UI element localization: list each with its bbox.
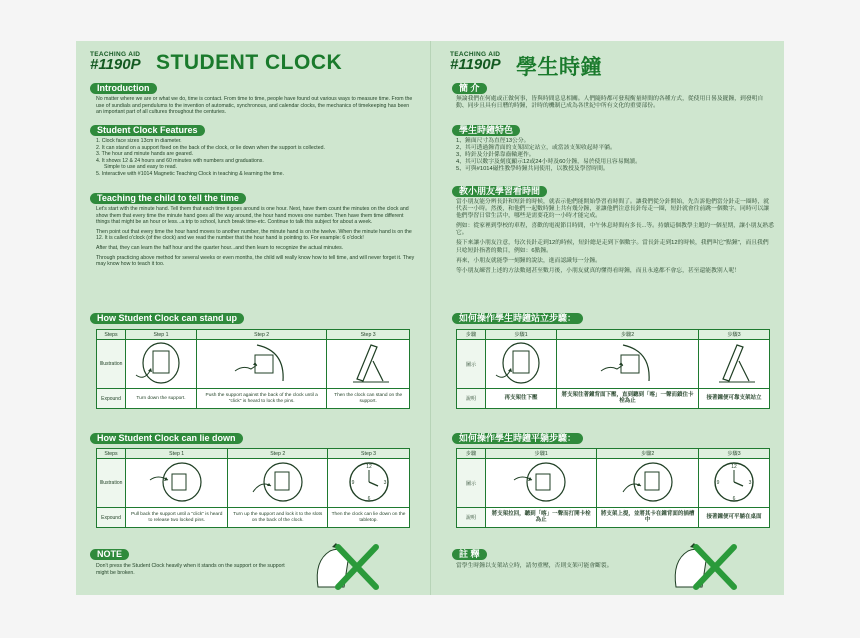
clock-face-icon [699, 460, 769, 504]
list-item: 5. Interactive with #1014 Magnetic Teaching Clock in teaching & learning the time. [96, 170, 284, 177]
teach-paragraph: 例如：從家裡到學校的車程，喜歡的電視節目時間，中午休息時間有多長...等。持續這個教學主題約一個星期，讓小朋友熟悉它。 [456, 223, 774, 237]
svg-text:9: 9 [716, 480, 720, 486]
col-step-2: Step 2 [197, 330, 327, 340]
do-not-press-icon [662, 541, 742, 591]
lock-support-icon [243, 460, 313, 504]
pull-support-icon [506, 460, 576, 504]
step-caption: 將支架上提，並將其卡在鐘背面的插槽中 [597, 508, 699, 528]
page-title: STUDENT CLOCK [156, 51, 343, 74]
row-expound: 說明 [457, 389, 486, 409]
teach-heading: Teaching the child to tell the time [90, 193, 246, 204]
stand-heading: How Student Clock can stand up [90, 313, 244, 324]
clock-back-support-icon [486, 341, 556, 385]
step-caption: 將支架拉回，聽到「喀」一聲而打開卡栓為止 [486, 508, 597, 528]
tag-label: TEACHING AID [90, 51, 141, 58]
step-caption: Push the support against the back of the clock until a "click" is heard to lock the pins. [197, 389, 327, 409]
lie-heading: How Student Clock can lie down [90, 433, 243, 444]
col-step-2: 步驟2 [557, 330, 699, 340]
stand-heading: 如何操作學生時鐘站立步驟： [452, 313, 583, 324]
illustration-cell [486, 459, 597, 508]
svg-text:12: 12 [731, 464, 737, 470]
col-step-1: Step 1 [126, 330, 197, 340]
step-caption: 將支架往著鐘背面下壓，直到聽到「喀」一聲而鎖住卡栓為止 [557, 389, 699, 409]
teach-paragraph: 等小朋友練習上述的方法數週甚至數月後，小朋友就真的懂得看時鐘，而且永遠都不會忘，甚至還能教別人呢！ [456, 267, 741, 274]
features-list [96, 138, 416, 178]
intro-heading: 簡 介 [452, 83, 487, 94]
teach-paragraph: Then point out that every time the hour hand moves to another number, the minute hand is on the twelve. When the minute hand is on the 12. It is called o'clock (of the clock) and we read the number that the hour hand is pointing to. For example: 6 o'clock! [96, 228, 412, 242]
english-page [76, 41, 430, 595]
col-steps: 步驟 [457, 330, 486, 340]
tag-label: TEACHING AID [450, 51, 501, 58]
illustration-cell [197, 340, 327, 389]
svg-text:3: 3 [383, 480, 386, 486]
illustration-cell [557, 340, 699, 389]
teach-text [96, 206, 416, 271]
row-expound: 說明 [457, 508, 486, 528]
list-item: 2、其可透過鐘背面的支架固定站立，或當該支架收起時平躺。 [456, 145, 616, 152]
col-step-3: Step 3 [328, 449, 410, 459]
row-expound: Expound [97, 389, 126, 409]
col-step-1: 步驟1 [486, 330, 557, 340]
list-item: 1. Clock face sizes 13cm in diameter. [96, 138, 182, 144]
col-steps: 步驟 [457, 449, 486, 459]
illustration-cell [228, 459, 328, 508]
tag-number: #1190P [450, 56, 501, 73]
do-not-press-icon [304, 541, 384, 591]
illustration-cell [698, 459, 769, 508]
row-illustration: 圖示 [457, 340, 486, 389]
step-caption: 再支架往下壓 [486, 389, 557, 409]
clock-face-icon [334, 460, 404, 504]
page-title: 學生時鐘 [516, 56, 602, 79]
lock-support-icon [613, 460, 683, 504]
note-heading: 註 釋 [452, 549, 487, 560]
list-item: 1、鐘面尺寸為直徑13公分。 [456, 138, 530, 144]
chinese-page [430, 41, 784, 595]
teach-paragraph: Let's start with the minute hand. Tell them that each time it goes around is one hour. Next, have them count the minutes on the clock and show them that every time the minute hand goes all the way around, the hour hand moves one number. Then have them time different things that might be an hour or less...a trip to school, lunch break time-etc. Continue to talk this subject for about a week. [96, 206, 409, 226]
col-step-3: 步驟3 [699, 330, 770, 340]
col-steps: Steps [97, 449, 126, 459]
standing-clock-icon [699, 341, 769, 385]
list-item: 3、時針及分針係靠齒輪運作。 [456, 152, 535, 159]
teach-paragraph: 接下來讓小朋友注意，每次長針走到12的時候，短針總是走到下個數字。當長針走到12的時候，我們叫它"點鐘"，而且我們只唸短針指著的數目，例如：6點鐘。 [456, 240, 769, 254]
push-support-icon [227, 341, 297, 385]
clock-back-support-icon [126, 341, 196, 385]
stand-steps-table [456, 329, 770, 409]
step-caption: Turn down the support. [126, 389, 197, 409]
col-step-1: Step 1 [126, 449, 228, 459]
tag-number: #1190P [90, 56, 141, 73]
teach-paragraph: Through practicing above method for several weeks or even months, the child will really know how to tell time, and will never forget it. They may know how to teach it too. [96, 254, 415, 268]
illustration-cell [327, 340, 410, 389]
step-caption: Then the clock can lie down on the tabletop. [328, 508, 410, 528]
row-illustration: Illustration [97, 340, 126, 389]
step-caption: Turn up the support and lock it to the slots on the back of the clock. [228, 508, 328, 528]
list-item: 5、可與#1014磁性教學時鐘共同使用，以教授及學習時間。 [456, 166, 609, 173]
teach-paragraph: 當小朋友能分辨長針和短針的時候，就表示他們能開始學習看時間了。讓我們從分針開始，先告訴他們當分針走一圈時，就代表一小時。然後，和他們一起數時鐘上共有幾分鐘，並讓他們注意長針每走一圈，短針就會往前跳一個數字。同時可以讓他們學習日常生活中，哪些是需要花約一小時才能完成。 [456, 199, 770, 220]
list-item: Simple to use and easy to read. [104, 164, 177, 171]
list-item: 4、其可以數字及刻度顯示12或24小時及60分鐘，易於使用且容易閱讀。 [456, 159, 641, 166]
step-caption: 接著鐘便可平躺在桌面 [698, 508, 769, 528]
lie-steps-table [456, 448, 770, 528]
col-steps: Steps [97, 330, 126, 340]
features-heading: 學生時鐘特色 [452, 125, 520, 136]
illustration-cell [126, 340, 197, 389]
col-step-2: Step 2 [228, 449, 328, 459]
list-item: 2. It can stand on a support fixed on the back of the clock, or lie down when the support is collected. [96, 144, 325, 151]
teaching-aid-tag [450, 51, 501, 72]
illustration-cell [486, 340, 557, 389]
intro-text: 無論我們在何處或正做何事，皆與時間息息相關。人們隨時都可發現衡量時間的各種方式，從使用日晷及擺鐘，到發明自動、同步且具有日曆的時鐘，計時的機制已成為各世紀中所有文化的重要部份。 [456, 96, 764, 110]
stand-steps-table [96, 329, 410, 409]
col-step-3: 步驟3 [698, 449, 769, 459]
col-step-3: Step 3 [327, 330, 410, 340]
lie-heading: 如何操作學生時鐘平躺步驟： [452, 433, 583, 444]
intro-heading: Introduction [90, 83, 157, 94]
svg-text:6: 6 [732, 496, 736, 502]
instruction-sheet [76, 41, 784, 595]
teach-heading: 教小朋友學習看時間 [452, 186, 547, 197]
illustration-cell [126, 459, 228, 508]
teach-paragraph: 再來，小朋友就能學一刻鐘的說法，進而認識每一分鐘。 [456, 257, 601, 264]
step-caption: Then the clock can stand on the support. [327, 389, 410, 409]
features-list [456, 138, 774, 173]
note-heading: NOTE [90, 549, 129, 560]
row-illustration: 圖示 [457, 459, 486, 508]
list-item: 4. It shows 12 & 24 hours and 60 minutes with numbers and graduations. [96, 157, 264, 164]
illustration-cell [328, 459, 410, 508]
intro-text: No matter where we are or what we do, time is contact. From time to time, people have found out various ways to measure time. From the use of sundials and pendulums to the invention of automatic, synchronous, and calendar clocks, the mechanics of timekeeping has been an important part of all cultures throughout the centuries. [96, 96, 413, 116]
note-text: 當學生時鐘以支架站立時，請勿重壓，否則支架可能會斷裂。 [456, 563, 613, 569]
col-step-2: 步驟2 [597, 449, 699, 459]
svg-text:9: 9 [351, 480, 354, 486]
note-text: Don't press the Student Clock heavily when it stands on the support or the support might be broken. [96, 563, 285, 576]
list-item: 3. The hour and minute hands are geared. [96, 151, 194, 158]
push-support-icon [593, 341, 663, 385]
step-caption: Pull back the support until a "click" is heard to release two locked pins. [126, 508, 228, 528]
standing-clock-icon [333, 341, 403, 385]
pull-support-icon [142, 460, 212, 504]
illustration-cell [597, 459, 699, 508]
teach-paragraph: After that, they can learn the half hour and the quarter hour...and then learn to recognize the actual minutes. [96, 244, 344, 251]
row-illustration: Illustration [97, 459, 126, 508]
col-step-1: 步驟1 [486, 449, 597, 459]
svg-text:6: 6 [367, 496, 370, 502]
svg-text:3: 3 [748, 480, 752, 486]
illustration-cell [699, 340, 770, 389]
row-expound: Expound [97, 508, 126, 528]
features-heading: Student Clock Features [90, 125, 205, 136]
lie-steps-table [96, 448, 410, 528]
teach-text [456, 199, 774, 278]
step-caption: 接著鐘便可靠支架站立 [699, 389, 770, 409]
teaching-aid-tag [90, 51, 141, 72]
svg-text:12: 12 [365, 464, 372, 470]
